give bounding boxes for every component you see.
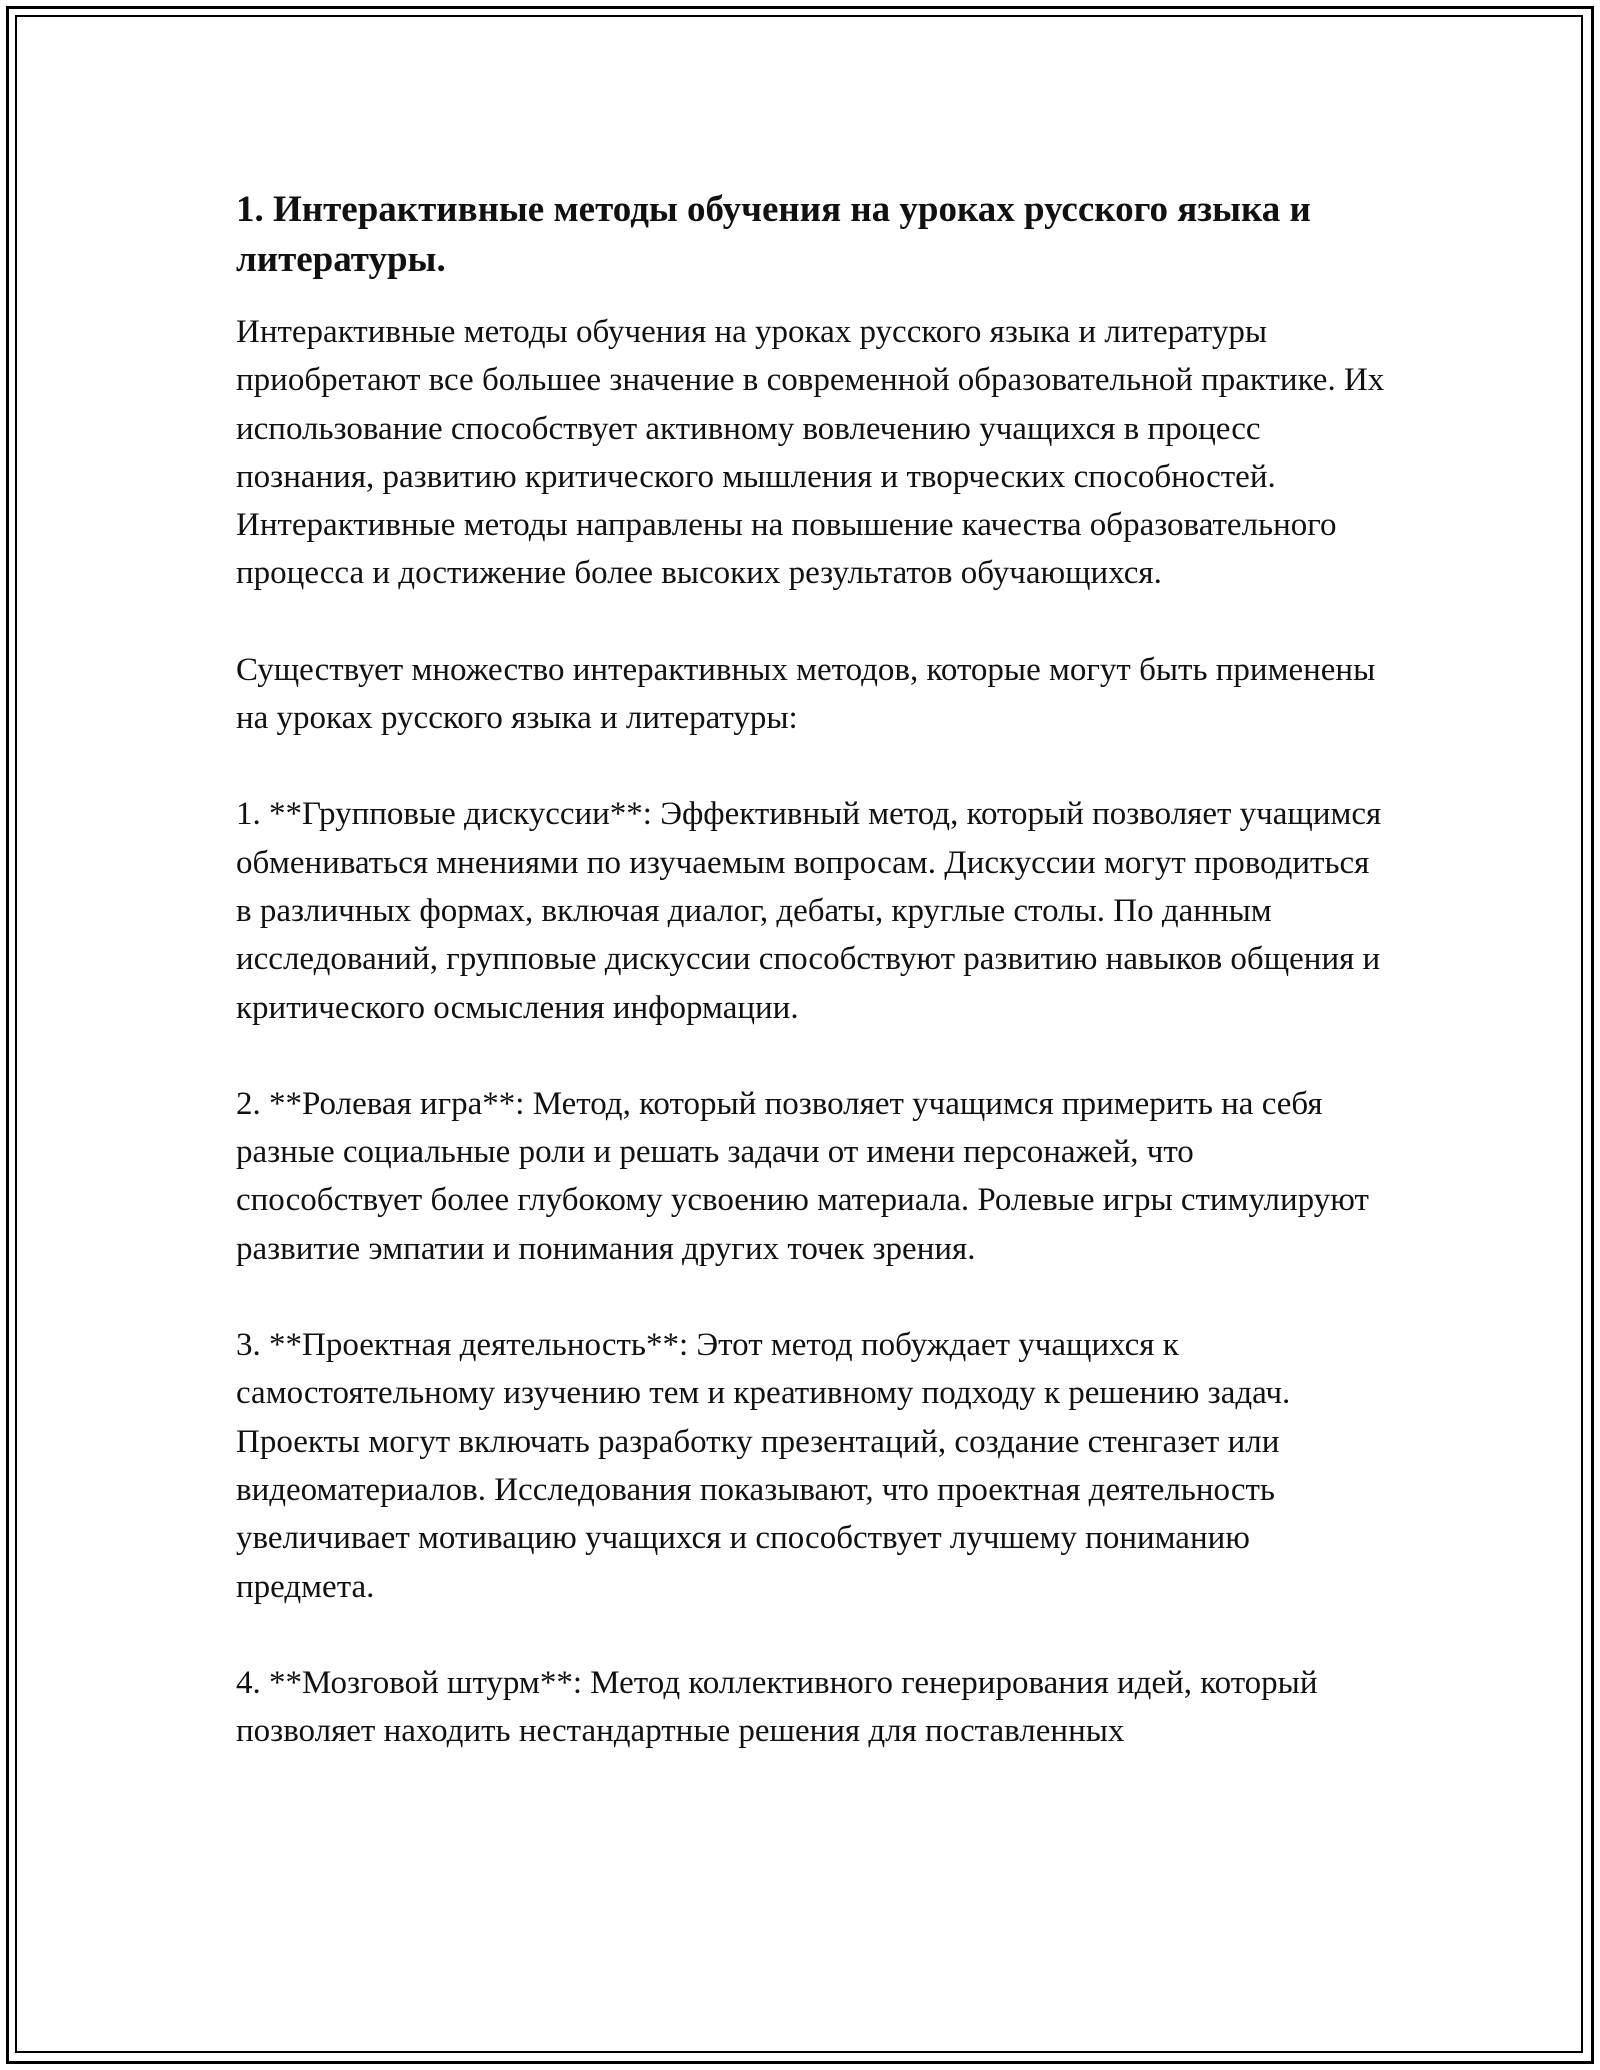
paragraph-intro: Интерактивные методы обучения на уроках русского языка и литературы приобретают все большее значение в современной образовательной практике. Их использование способствует активному вовлечению учащихся в процесс познания, развитию критического мышления и творческих способностей. Интерактивные методы направлены на повышение качества образовательного процесса и достижение более высоких результатов обучающихся.: [236, 314, 1385, 592]
document-body: [236, 185, 1386, 1803]
paragraph-brainstorm: 4. **Мозговой штурм**: Метод коллективного генерирования идей, который позволяет находить нестандартные решения для поставленных: [236, 1664, 1318, 1750]
paragraph-role-play: 2. **Ролевая игра**: Метод, который позволяет учащимся примерить на себя разные социальные роли и решать задачи от имени персонажей, что способствует более глубокому усвоению материала. Ролевые игры стимулируют развитие эмпатии и понимания других точек зрения.: [236, 1085, 1369, 1267]
paragraph-group-discussions: 1. **Групповые дискуссии**: Эффективный метод, который позволяет учащимся обмениваться мнениями по изучаемым вопросам. Дискуссии могут проводиться в различных формах, включая диалог, дебаты, круглые столы. По данным исследований, групповые дискуссии способствуют развитию навыков общения и критического осмысления информации.: [236, 796, 1382, 1026]
paragraph-project-activity: 3. **Проектная деятельность**: Этот метод побуждает учащихся к самостоятельному изучению тем и креативному подходу к решению задач. Проекты могут включать разработку презентаций, создание стенгазет или видеоматериалов. Исследования показывают, что проектная деятельность увеличивает мотивацию учащихся и способствует лучшему пониманию предмета.: [236, 1327, 1291, 1605]
paragraph-methods-lead: Существует множество интерактивных методов, которые могут быть применены на уроках русского языка и литературы:: [236, 651, 1376, 737]
section-heading: 1. Интерактивные методы обучения на уроках русского языка и литературы.: [236, 189, 1311, 280]
